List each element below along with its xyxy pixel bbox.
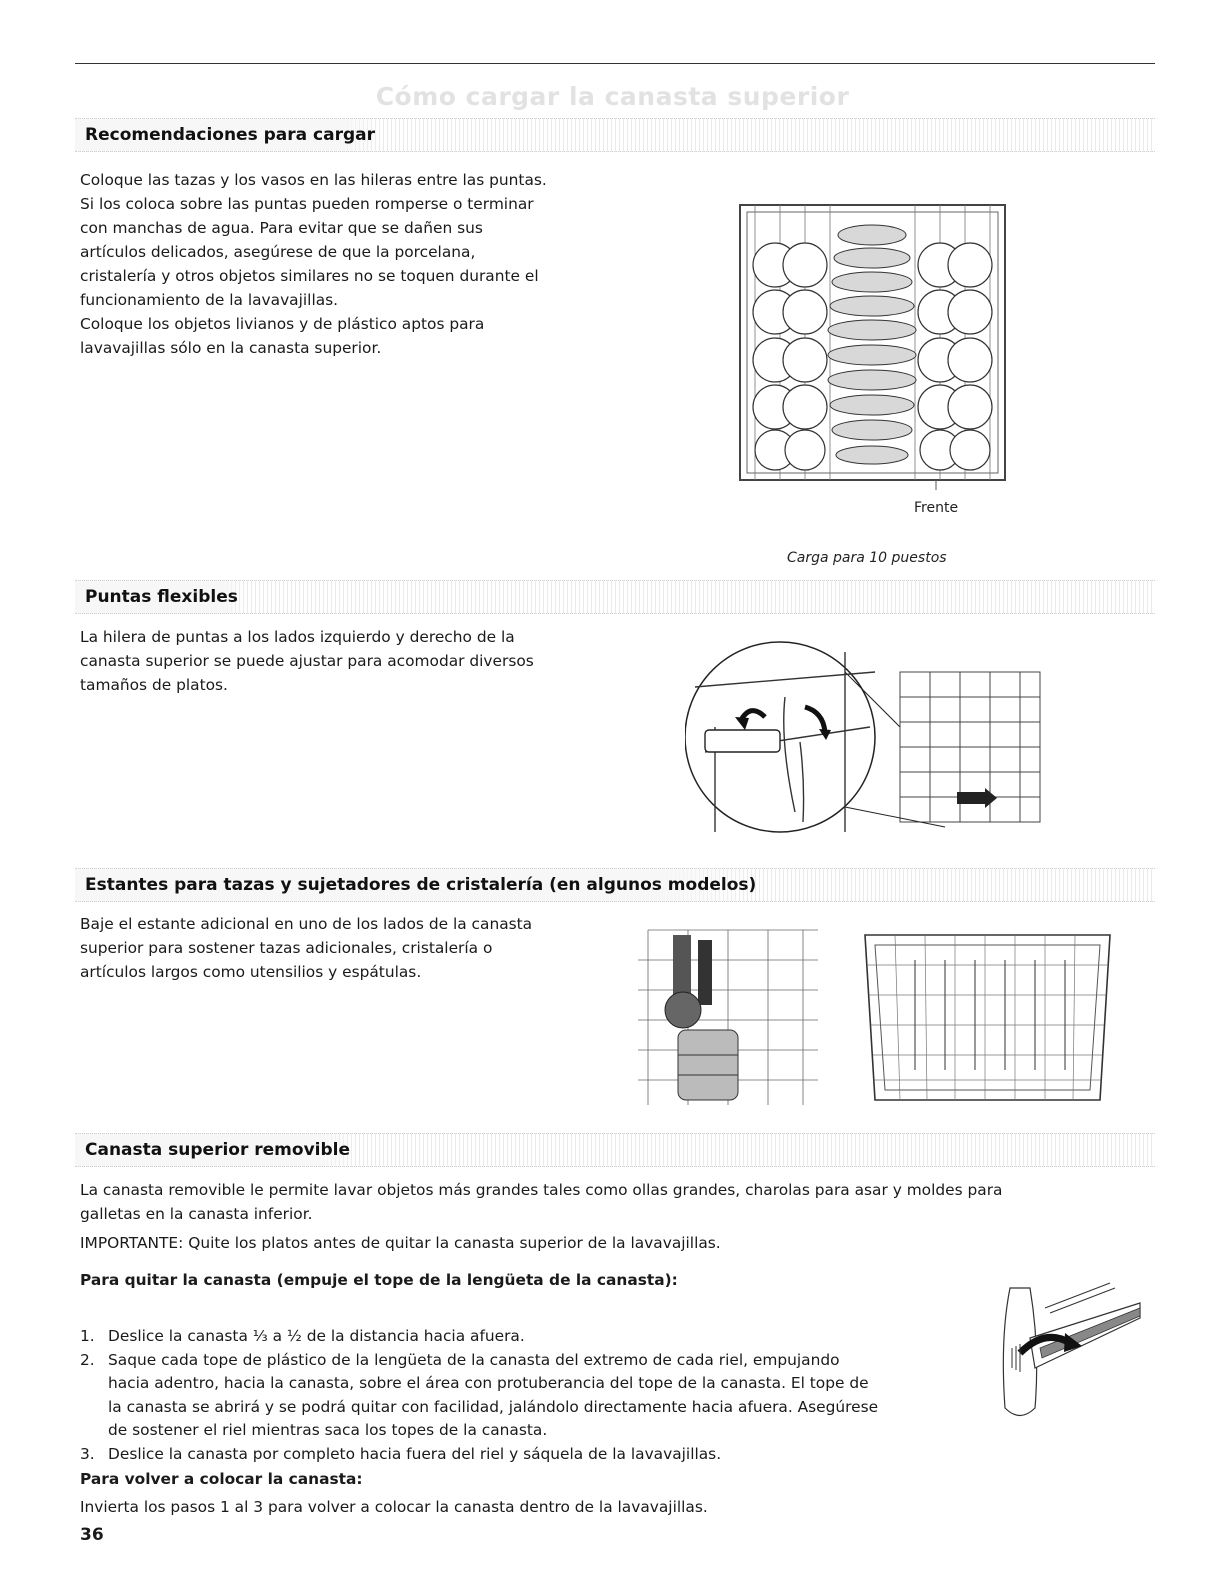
upper-rack-empty-illustration [855, 920, 1120, 1110]
upper-rack-10-place-illustration [735, 200, 1015, 490]
page-number: 36 [80, 1525, 104, 1545]
page-title: Cómo cargar la canasta superior [375, 82, 850, 111]
rack-stop-illustration [990, 1278, 1150, 1428]
section-heading-cup-shelves: Estantes para tazas y sujetadores de cristalería (en algunos modelos) [75, 868, 1155, 902]
cup-shelves-text: Baje el estante adicional en uno de los lados de la canasta superior para sostener tazas adicionales, cristalería o artículos largos como utensilios y espátulas. [80, 915, 533, 981]
step-2: 2. Saque cada tope de plástico de la lengüeta de la canasta del extremo de cada riel, empujando hacia adentro, hacia la canasta, sobre el área con protuberancia del tope de la canasta. El tope de la canasta se abrirá y se podrá quitar con facilidad, jalándolo directamente hacia afuera. Asegúrese de sostener el riel mientras saca los topes de la canasta. [80, 1350, 879, 1439]
replace-rack-text: Invierta los pasos 1 al 3 para volver a colocar la canasta dentro de la lavavajillas. [80, 1497, 708, 1516]
section-heading-loading-tips: Recomendaciones para cargar [75, 118, 1155, 152]
section-heading-flexible-tines: Puntas flexibles [75, 580, 1155, 614]
removable-rack-intro: La canasta removible le permite lavar objetos más grandes tales como ollas grandes, charolas para asar y moldes para galletas en la canasta inferior. [80, 1181, 1003, 1223]
important-note: IMPORTANTE: Quite los platos antes de quitar la canasta superior de la lavavajillas. [80, 1234, 721, 1252]
figure-caption: Carga para 10 puestos [787, 550, 947, 566]
flexible-tines-text: La hilera de puntas a los lados izquierdo y derecho de la canasta superior se puede ajustar para acomodar diversos tamaños de platos. [80, 628, 534, 694]
remove-rack-steps [80, 1325, 980, 1519]
section-heading-removable-rack: Canasta superior removible [75, 1133, 1155, 1167]
replace-rack-heading: Para volver a colocar la canasta: [80, 1470, 363, 1488]
cup-shelf-illustration [628, 920, 823, 1110]
front-label: Frente [914, 500, 959, 516]
loading-tips-text: Coloque las tazas y los vasos en las hileras entre las puntas. Si los coloca sobre las puntas pueden romperse o terminar con manchas de agua. Para evitar que se dañen sus artículos delicados, asegúrese de que la porcelana, cristalería y otros objetos similares no se toquen durante el funcionamiento de la lavavajillas. Coloque los objetos livianos y de plástico aptos para lavavajillas sólo en la canasta superior. [80, 171, 547, 357]
step-1: 1. Deslice la canasta ⅓ a ½ de la distancia hacia afuera. [80, 1327, 525, 1345]
step-3: 3. Deslice la canasta por completo hacia fuera del riel y sáquela de la lavavajillas. [80, 1444, 722, 1463]
flexible-tines-illustration [685, 632, 1060, 842]
top-rule [75, 63, 1155, 64]
remove-rack-heading: Para quitar la canasta (empuje el tope de la lengüeta de la canasta): [80, 1271, 678, 1289]
